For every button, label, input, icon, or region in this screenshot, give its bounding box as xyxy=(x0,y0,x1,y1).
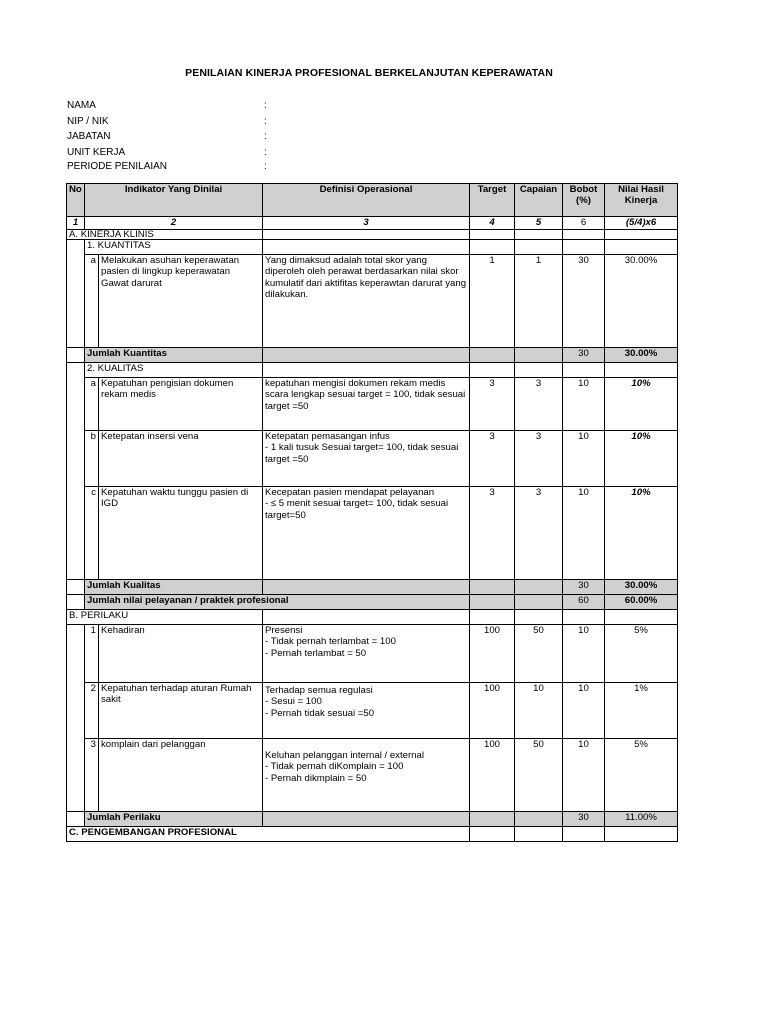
item-bobot: 30 xyxy=(563,255,605,348)
section-c-title: C. PENGEMBANGAN PROFESIONAL xyxy=(67,827,470,842)
info-row-nip xyxy=(67,114,267,130)
item-indikator: Melakukan asuhan keperawatan pasien di lingkup keperawatan Gawat darurat xyxy=(99,255,263,348)
info-row-unit-kerja xyxy=(67,145,267,161)
total-kuantitas-row xyxy=(67,348,678,363)
table-row xyxy=(67,431,678,487)
item-capaian: 50 xyxy=(515,625,563,683)
total-nilai: 30.00% xyxy=(605,580,678,595)
info-colon: : xyxy=(264,115,267,127)
item-definisi: Ketepatan pemasangan infus - 1 kali tusuk Sesuai target= 100, tidak sesuai target =50 xyxy=(263,431,470,487)
item-definisi: Kecepatan pasien mendapat pelayanan - ≤ 5 menit sesuai target= 100, tidak sesuai target=50 xyxy=(263,487,470,580)
table-row xyxy=(67,378,678,431)
item-indikator: Kepatuhan terhadap aturan Rumah sakit xyxy=(99,683,263,739)
item-target: 100 xyxy=(470,625,515,683)
column-number: 5 xyxy=(515,217,563,230)
column-number: 4 xyxy=(470,217,515,230)
item-capaian: 3 xyxy=(515,431,563,487)
item-capaian: 3 xyxy=(515,378,563,431)
item-definisi: kepatuhan mengisi dokumen rekam medis scara lengkap sesuai target = 100, tidak sesuai target =50 xyxy=(263,378,470,431)
item-letter: c xyxy=(85,487,99,580)
section-a-title: A. KINERJA KLINIS xyxy=(67,230,263,240)
header-nilai: Nilai Hasil Kinerja xyxy=(605,184,678,217)
item-letter: b xyxy=(85,431,99,487)
info-label: NIP / NIK xyxy=(67,115,109,127)
item-nilai: 1% xyxy=(605,683,678,739)
total-bobot: 30 xyxy=(563,580,605,595)
item-indikator: Ketepatan insersi vena xyxy=(99,431,263,487)
item-bobot: 10 xyxy=(563,625,605,683)
item-number: 3 xyxy=(85,739,99,812)
grand-total-bobot: 60 xyxy=(563,595,605,610)
grand-total-label: Jumlah nilai pelayanan / praktek profesional xyxy=(85,595,470,610)
item-target: 100 xyxy=(470,739,515,812)
column-number: 2 xyxy=(85,217,263,230)
item-capaian: 3 xyxy=(515,487,563,580)
info-row-periode xyxy=(67,160,267,174)
header-bobot: Bobot (%) xyxy=(563,184,605,217)
column-number: 3 xyxy=(263,217,470,230)
item-bobot: 10 xyxy=(563,378,605,431)
header-indikator: Indikator Yang Dinilai xyxy=(85,184,263,217)
column-number: (5/4)x6 xyxy=(605,217,678,230)
table-row xyxy=(67,255,678,348)
table-header-row xyxy=(67,184,678,217)
item-target: 100 xyxy=(470,683,515,739)
total-label: Jumlah Kuantitas xyxy=(85,348,263,363)
item-number: 1 xyxy=(85,625,99,683)
item-target: 3 xyxy=(470,431,515,487)
total-bobot: 30 xyxy=(563,348,605,363)
item-indikator: Kepatuhan waktu tunggu pasien di IGD xyxy=(99,487,263,580)
item-nilai: 30.00% xyxy=(605,255,678,348)
table-row xyxy=(67,739,678,812)
subsection-kuantitas-row xyxy=(67,240,678,255)
column-number-row xyxy=(67,217,678,230)
item-capaian: 1 xyxy=(515,255,563,348)
item-bobot: 10 xyxy=(563,739,605,812)
item-nilai: 10% xyxy=(605,487,678,580)
grand-total-row xyxy=(67,595,678,610)
table-row xyxy=(67,683,678,739)
item-number: 2 xyxy=(85,683,99,739)
header-no: No xyxy=(67,184,85,217)
assessment-table xyxy=(66,183,678,842)
item-nilai: 10% xyxy=(605,431,678,487)
section-b-row xyxy=(67,610,678,625)
total-label: Jumlah Kualitas xyxy=(85,580,263,595)
item-target: 1 xyxy=(470,255,515,348)
item-bobot: 10 xyxy=(563,683,605,739)
item-indikator: Kepatuhan pengisian dokumen rekam medis xyxy=(99,378,263,431)
item-letter: a xyxy=(85,255,99,348)
item-indikator: Kehadiran xyxy=(99,625,263,683)
info-label: PERIODE PENILAIAN xyxy=(67,161,168,172)
item-nilai: 10% xyxy=(605,378,678,431)
identity-block xyxy=(67,98,267,174)
item-bobot: 10 xyxy=(563,487,605,580)
total-perilaku-row xyxy=(67,812,678,827)
info-row-jabatan xyxy=(67,129,267,145)
kuantitas-title: 1. KUANTITAS xyxy=(85,240,263,255)
item-nilai: 5% xyxy=(605,625,678,683)
info-label: UNIT KERJA xyxy=(67,146,126,158)
item-definisi: Presensi - Tidak pernah terlambat = 100 - Pernah terlambat = 50 xyxy=(263,625,470,683)
column-number: 1 xyxy=(67,217,85,230)
item-target: 3 xyxy=(470,378,515,431)
info-colon: : xyxy=(264,100,267,111)
item-definisi: Terhadap semua regulasi - Sesui = 100 - Pernah tidak sesuai =50 xyxy=(263,683,470,739)
item-capaian: 50 xyxy=(515,739,563,812)
column-number: 6 xyxy=(563,217,605,230)
section-a-row xyxy=(67,230,678,240)
info-colon: : xyxy=(264,131,267,142)
item-bobot: 10 xyxy=(563,431,605,487)
total-nilai: 11.00% xyxy=(605,812,678,827)
info-colon: : xyxy=(264,146,267,158)
info-label: JABATAN xyxy=(67,131,111,142)
section-b-title: B. PERILAKU xyxy=(67,610,263,625)
total-label: Jumlah Perilaku xyxy=(85,812,263,827)
grand-total-nilai: 60.00% xyxy=(605,595,678,610)
item-letter: a xyxy=(85,378,99,431)
page-title: PENILAIAN KINERJA PROFESIONAL BERKELANJUTAN KEPERAWATAN xyxy=(185,67,553,79)
total-bobot: 30 xyxy=(563,812,605,827)
kualitas-title: 2. KUALITAS xyxy=(85,363,263,378)
item-target: 3 xyxy=(470,487,515,580)
item-definisi: Yang dimaksud adalah total skor yang diperoleh oleh perawat berdasarkan nilai skor kumulatif dari aktifitas keperawtan darurat yang dilakukan. xyxy=(263,255,470,348)
item-indikator: komplain dari pelanggan xyxy=(99,739,263,812)
header-definisi: Definisi Operasional xyxy=(263,184,470,217)
table-row xyxy=(67,625,678,683)
header-target: Target xyxy=(470,184,515,217)
total-kualitas-row xyxy=(67,580,678,595)
info-colon: : xyxy=(264,161,267,172)
item-capaian: 10 xyxy=(515,683,563,739)
item-definisi: Keluhan pelanggan internal / external - Tidak pernah diKomplain = 100 - Pernah dikmplain = 50 xyxy=(263,739,470,812)
subsection-kualitas-row xyxy=(67,363,678,378)
total-nilai: 30.00% xyxy=(605,348,678,363)
info-row-nama xyxy=(67,98,267,114)
item-nilai: 5% xyxy=(605,739,678,812)
section-c-row xyxy=(67,827,678,842)
info-label: NAMA xyxy=(67,100,96,111)
table-row xyxy=(67,487,678,580)
header-capaian: Capaian xyxy=(515,184,563,217)
